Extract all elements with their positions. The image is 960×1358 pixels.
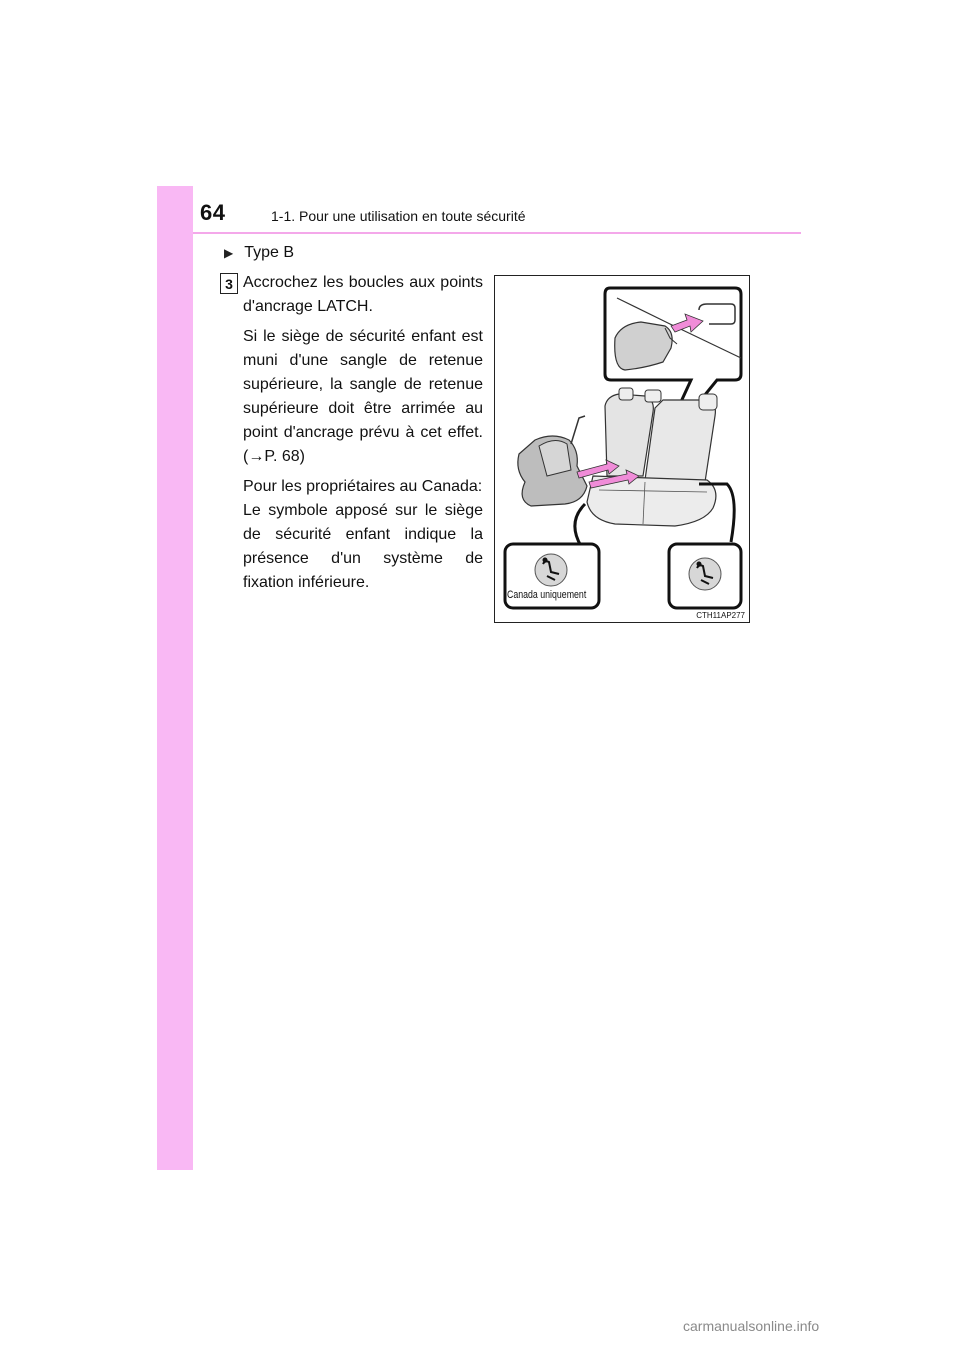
figure-code: CTH11AP277: [696, 611, 745, 620]
latch-illustration: [494, 275, 750, 623]
page-number: 64: [200, 200, 226, 225]
type-label: Type B: [244, 244, 295, 261]
paragraph-2: Si le siège de sécurité enfant est muni d'une sangle de retenue supérieure, la sangle de retenue supérieure doit être arrimée au point d'ancrage prévu à cet effet. (→P. 68): [243, 328, 483, 465]
paragraph-3: Pour les propriétaires au Canada:: [243, 478, 483, 495]
watermark: carmanualsonline.info: [683, 1318, 820, 1334]
section-title: 1-1. Pour une utilisation en toute sécurité: [271, 208, 526, 224]
seat-drawing: [495, 276, 749, 622]
type-heading: [224, 244, 294, 262]
step-number-badge: 3: [220, 273, 238, 294]
canada-only-label: Canada uniquement: [507, 589, 587, 601]
triangle-bullet-icon: ▶: [224, 246, 234, 260]
header-divider: [193, 232, 801, 234]
paragraph-1: Accrochez les boucles aux points d'ancrage LATCH.: [243, 274, 483, 315]
instruction-text: [243, 271, 483, 601]
side-color-band: [157, 186, 193, 1170]
paragraph-4: Le symbole apposé sur le siège de sécurité enfant indique la présence d'un système de fixation inférieure.: [243, 502, 483, 591]
